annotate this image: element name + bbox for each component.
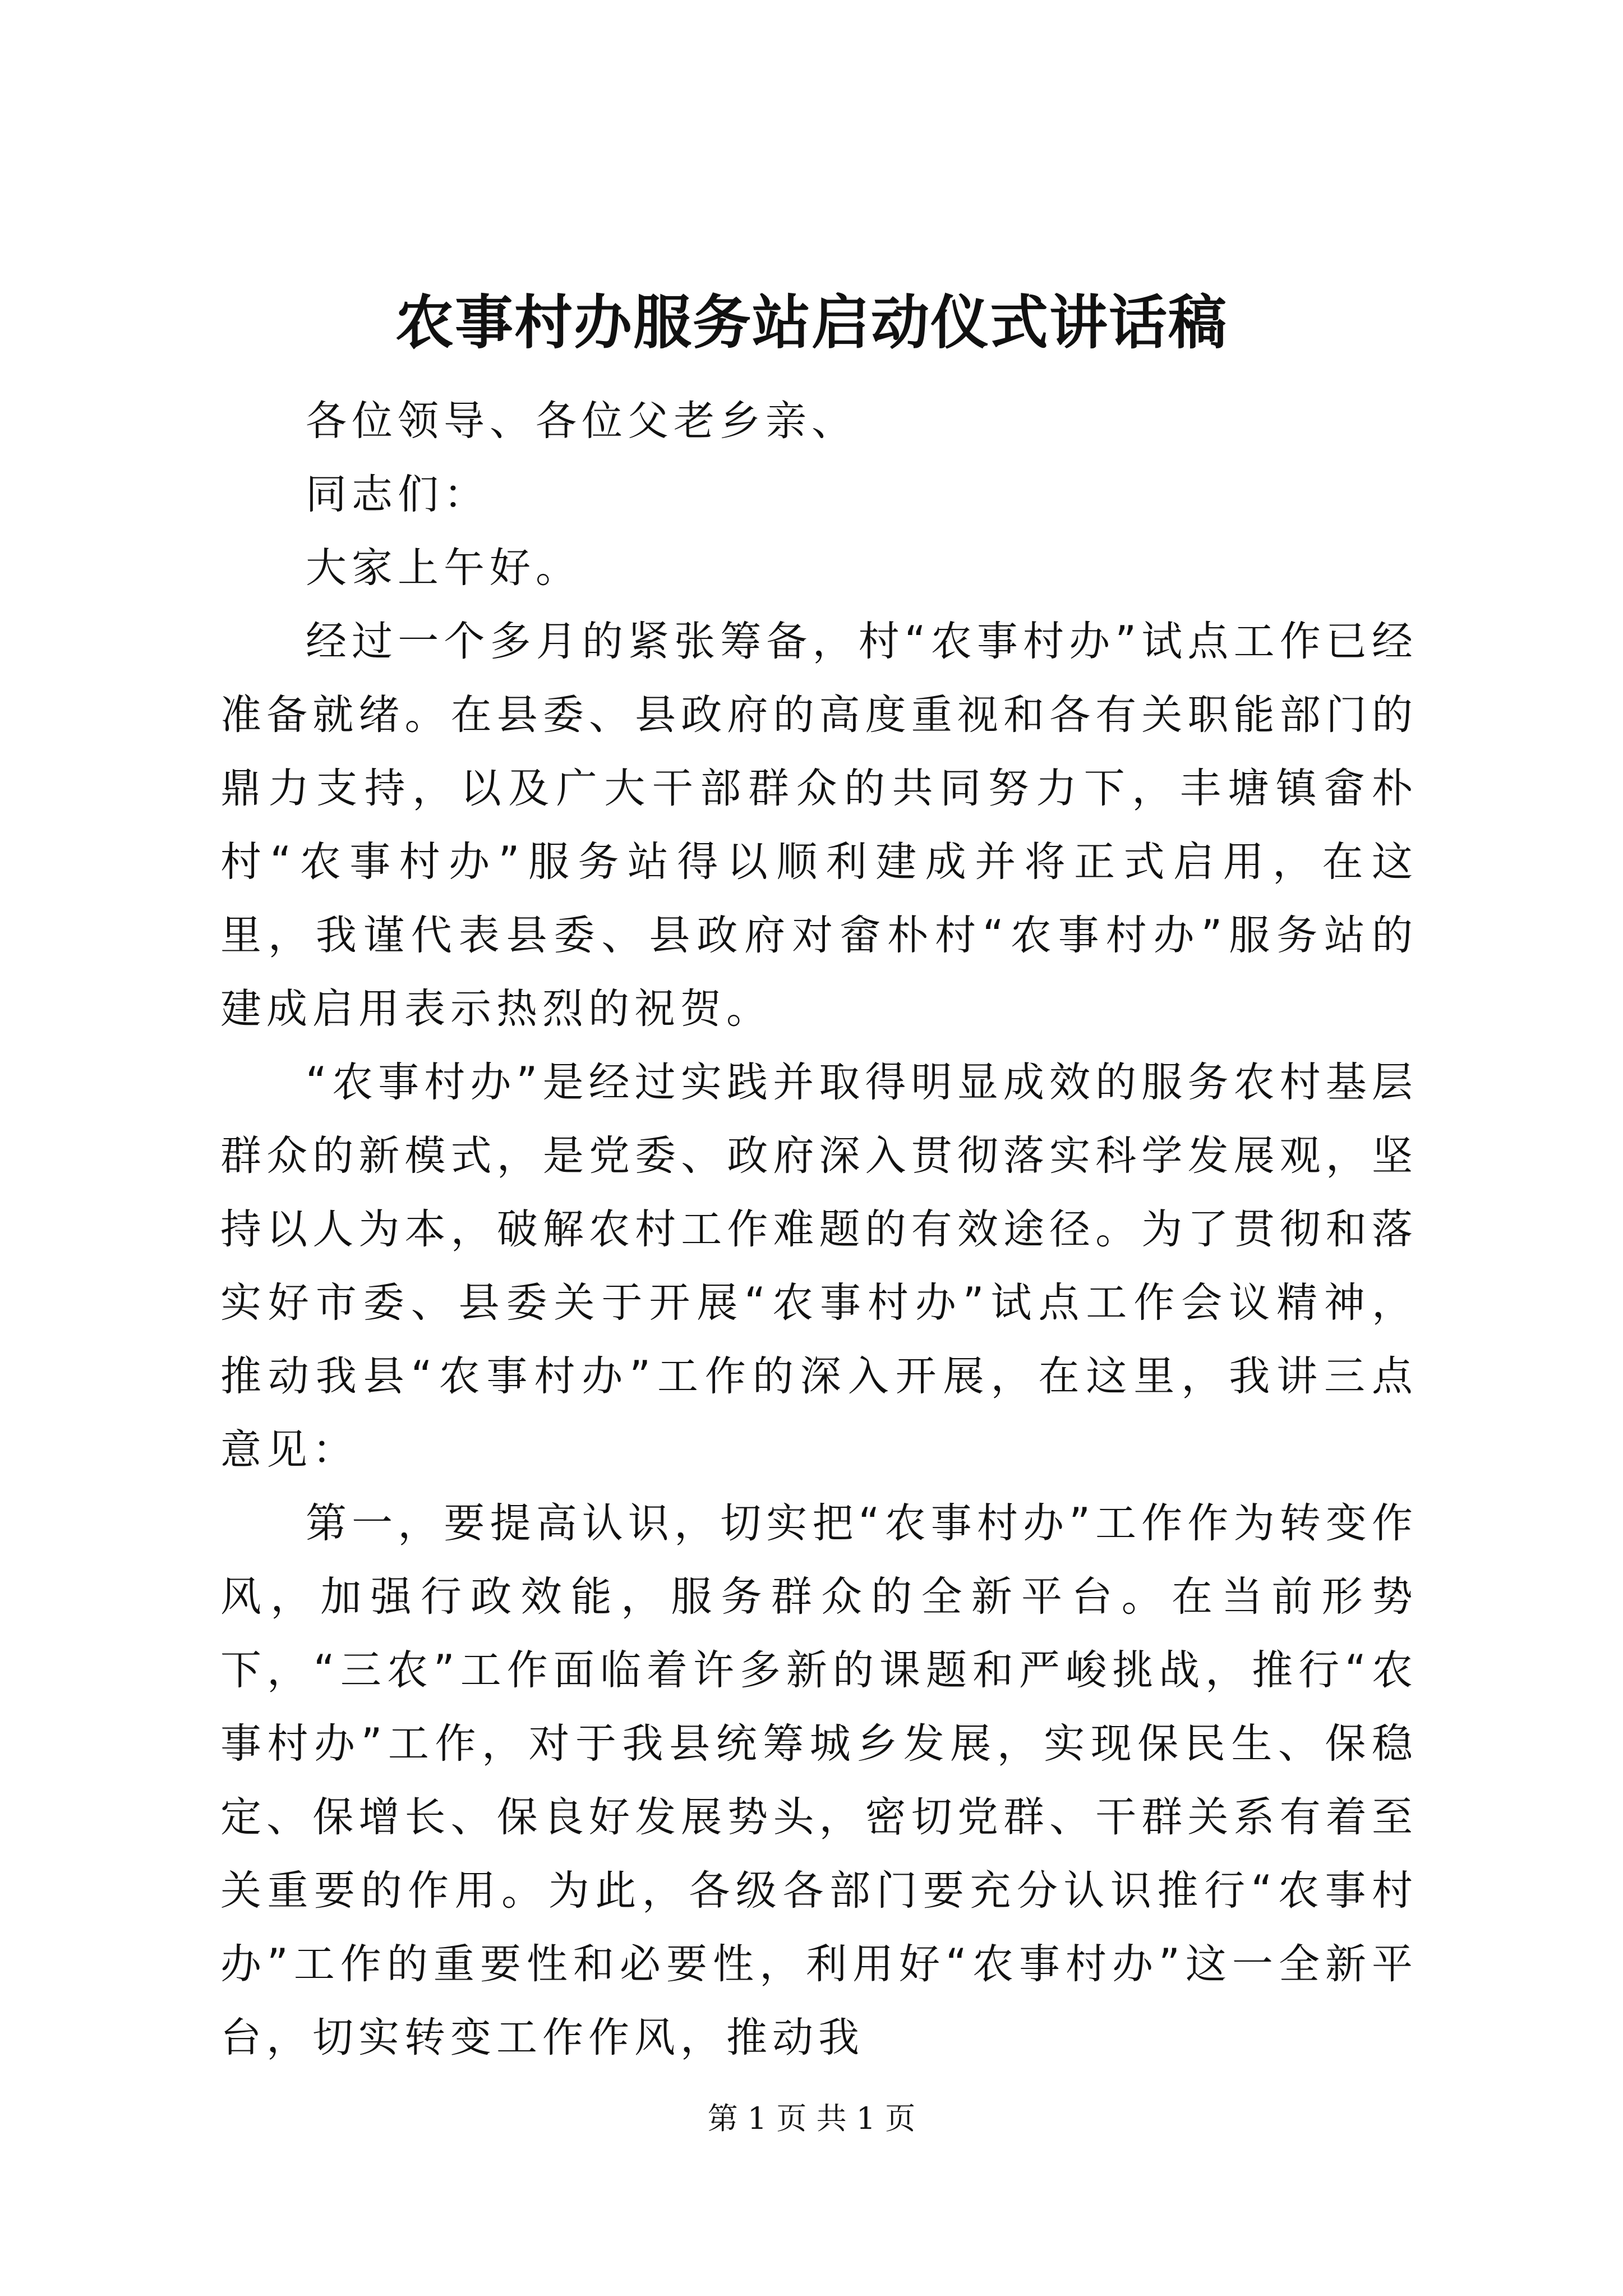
document-title: 农事村办服务站启动仪式讲话稿 xyxy=(395,288,1228,357)
paragraph-greeting: 大家上午好。 xyxy=(306,544,582,592)
paragraph-model: “农事村办”是经过实践并取得明显成效的服务农村基层群众的新模式，是党委、政府深入贯彻落实科学发展观，坚持以人为本，破解农村工作难题的有效途径。为了贯彻和落实好市委、县委关于开展“农事村办”试点工作会议精神，推动我县“农事村办”工作的深入开展，在这里，我讲三点意见： xyxy=(220,1059,1418,1474)
page-footer xyxy=(0,2099,1623,2138)
paragraph-preparation: 经过一个多月的紧张筹备，村“农事村办”试点工作已经准备就绪。在县委、县政府的高度重视和各有关职能部门的鼎力支持，以及广大干部群众的共同努力下，丰塘镇畲朴村“农事村办”服务站得以顺利建成并将正式启用，在这里，我谨代表县委、县政府对畲朴村“农事村办”服务站的建成启用表示热烈的祝贺。 xyxy=(220,618,1418,1033)
page-number-label: 第 1 页 共 1 页 xyxy=(707,2101,916,2136)
paragraph-point-one: 第一，要提高认识，切实把“农事村办”工作作为转变作风，加强行政效能，服务群众的全新平台。在当前形势下，“三农”工作面临着许多新的课题和严峻挑战，推行“农事村办”工作，对于我县统筹城乡发展，实现保民生、保稳定、保增长、保良好发展势头，密切党群、干群关系有着至关重要的作用。为此，各级各部门要充分认识推行“农事村办”工作的重要性和必要性，利用好“农事村办”这一全新平台，切实转变工作作风，推动我 xyxy=(220,1499,1418,2062)
document-body xyxy=(220,384,1418,2074)
paragraph-salutation-1: 各位领导、各位父老乡亲、 xyxy=(306,397,857,445)
paragraph-salutation-2: 同志们： xyxy=(306,471,490,518)
